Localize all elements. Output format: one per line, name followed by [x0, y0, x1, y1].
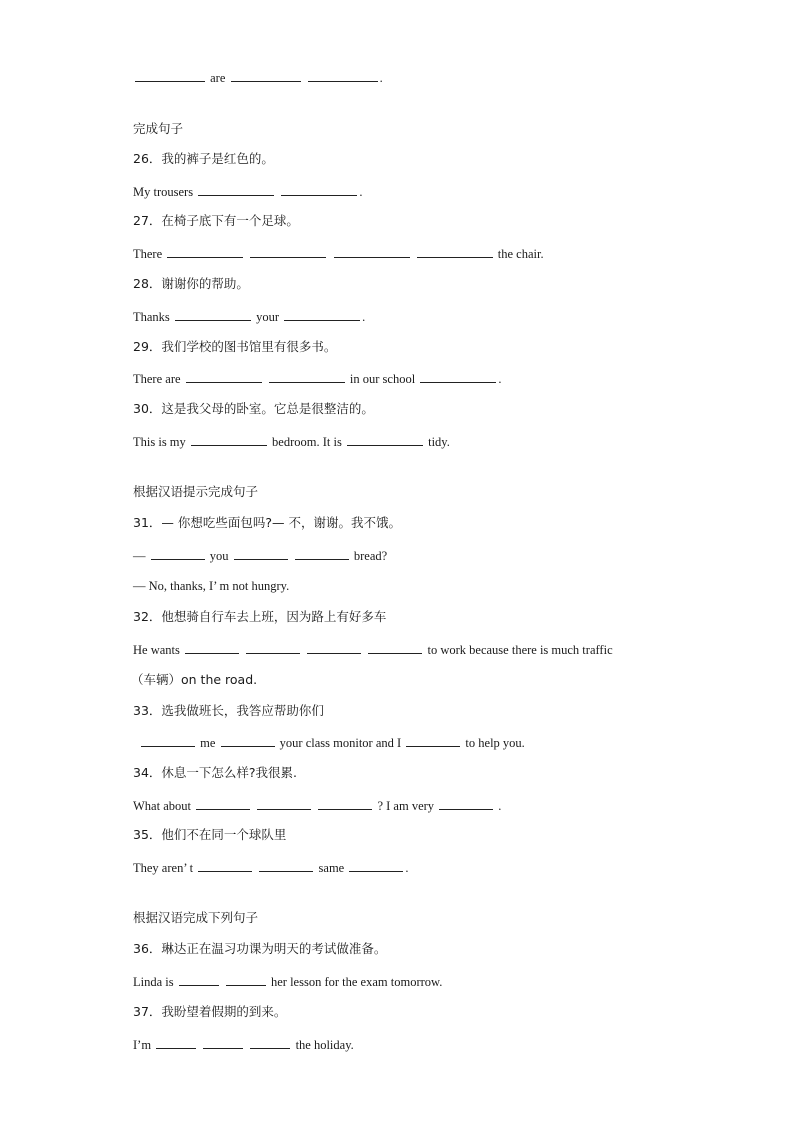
question-33-prompt: 33．选我做班长，我答应帮助你们: [133, 703, 324, 718]
question-28-sentence: [133, 308, 365, 325]
answer-blank[interactable]: [198, 183, 274, 196]
text: .: [405, 861, 409, 875]
answer-blank[interactable]: [156, 1036, 196, 1049]
answer-blank[interactable]: [368, 641, 422, 654]
text: bedroom. It is: [272, 435, 342, 449]
text: ? I am very: [377, 799, 435, 813]
text: My trousers: [133, 185, 194, 199]
answer-blank[interactable]: [269, 370, 345, 383]
question-34-prompt: 34．休息一下怎么样?我很累.: [133, 765, 298, 780]
text: are: [210, 71, 226, 85]
answer-blank[interactable]: [185, 641, 239, 654]
answer-blank[interactable]: [226, 973, 266, 986]
answer-blank[interactable]: [196, 797, 250, 810]
text: .: [379, 71, 383, 85]
answer-blank[interactable]: [257, 797, 311, 810]
text: your class monitor and I: [279, 736, 402, 750]
answer-blank[interactable]: [347, 433, 423, 446]
text: I’m: [133, 1038, 152, 1052]
text: This is my: [133, 435, 186, 449]
question-37-prompt: 37．我盼望着假期的到来。: [133, 1004, 287, 1019]
answer-blank[interactable]: [318, 797, 372, 810]
text: tidy.: [428, 435, 450, 449]
top-fragment-line: [133, 69, 383, 86]
text: —: [133, 549, 146, 563]
question-32-sentence-cont: [131, 672, 257, 688]
question-35-prompt: 35．他们不在同一个球队里: [133, 827, 287, 842]
question-27-sentence: [133, 245, 544, 262]
text: There: [133, 247, 163, 261]
question-34-sentence: [133, 797, 501, 814]
question-31-sentence: [133, 547, 387, 564]
question-36-sentence: [133, 973, 442, 990]
answer-blank[interactable]: [141, 734, 195, 747]
question-31-prompt: 31．— 你想吃些面包吗?— 不，谢谢。我不饿。: [133, 515, 401, 530]
question-31-answer: — No, thanks, I’ m not hungry.: [133, 579, 290, 593]
question-29-sentence: [133, 370, 501, 387]
text: her lesson for the exam tomorrow.: [271, 975, 443, 989]
text: in our school: [349, 372, 416, 386]
question-37-sentence: [133, 1036, 354, 1053]
text: me: [200, 736, 216, 750]
question-28-prompt: 28．谢谢你的帮助。: [133, 276, 249, 291]
text: .: [498, 372, 502, 386]
text: Thanks: [133, 310, 170, 324]
answer-blank[interactable]: [250, 1036, 290, 1049]
answer-blank[interactable]: [175, 308, 251, 321]
answer-blank[interactable]: [167, 245, 243, 258]
section-heading: 完成句子: [133, 121, 184, 136]
text: to help you.: [465, 736, 525, 750]
question-33-sentence: [139, 734, 525, 751]
text: .: [498, 799, 502, 813]
section-heading: 根据汉语完成下列句子: [133, 910, 259, 925]
question-30-prompt: 30．这是我父母的卧室。它总是很整洁的。: [133, 401, 374, 416]
question-29-prompt: 29．我们学校的图书馆里有很多书。: [133, 339, 337, 354]
text: （车辆）on the road.: [131, 672, 258, 687]
text: He wants: [133, 643, 180, 657]
question-32-sentence: [133, 641, 613, 658]
text: There are: [133, 372, 181, 386]
answer-blank[interactable]: [186, 370, 262, 383]
answer-blank[interactable]: [417, 245, 493, 258]
answer-blank[interactable]: [234, 547, 288, 560]
text: same: [318, 861, 345, 875]
answer-blank[interactable]: [295, 547, 349, 560]
text: .: [362, 310, 366, 324]
text: They aren’ t: [133, 861, 194, 875]
text: you: [209, 549, 229, 563]
answer-blank[interactable]: [250, 245, 326, 258]
answer-blank[interactable]: [406, 734, 460, 747]
question-27-prompt: 27．在椅子底下有一个足球。: [133, 213, 299, 228]
section-heading: 根据汉语提示完成句子: [133, 484, 259, 499]
question-26-prompt: 26．我的裤子是红色的。: [133, 151, 274, 166]
answer-blank[interactable]: [198, 859, 252, 872]
answer-blank[interactable]: [281, 183, 357, 196]
question-26-sentence: [133, 183, 362, 200]
answer-blank[interactable]: [349, 859, 403, 872]
text: the holiday.: [295, 1038, 354, 1052]
answer-blank[interactable]: [203, 1036, 243, 1049]
answer-blank[interactable]: [191, 433, 267, 446]
answer-blank[interactable]: [135, 69, 205, 82]
answer-blank[interactable]: [231, 69, 301, 82]
text: Linda is: [133, 975, 174, 989]
answer-blank[interactable]: [221, 734, 275, 747]
answer-blank[interactable]: [259, 859, 313, 872]
answer-blank[interactable]: [439, 797, 493, 810]
question-32-prompt: 32．他想骑自行车去上班，因为路上有好多车: [133, 609, 387, 624]
answer-blank[interactable]: [284, 308, 360, 321]
answer-blank[interactable]: [307, 641, 361, 654]
answer-blank[interactable]: [246, 641, 300, 654]
text: the chair.: [497, 247, 544, 261]
question-36-prompt: 36．琳达正在温习功课为明天的考试做准备。: [133, 941, 387, 956]
text: What about: [133, 799, 191, 813]
question-30-sentence: [133, 433, 450, 450]
answer-blank[interactable]: [334, 245, 410, 258]
text: your: [256, 310, 279, 324]
answer-blank[interactable]: [179, 973, 219, 986]
text: to work because there is much traffic: [427, 643, 613, 657]
text: .: [359, 185, 363, 199]
question-35-sentence: [133, 859, 408, 876]
answer-blank[interactable]: [308, 69, 378, 82]
answer-blank[interactable]: [151, 547, 205, 560]
answer-blank[interactable]: [420, 370, 496, 383]
text: bread?: [353, 549, 388, 563]
